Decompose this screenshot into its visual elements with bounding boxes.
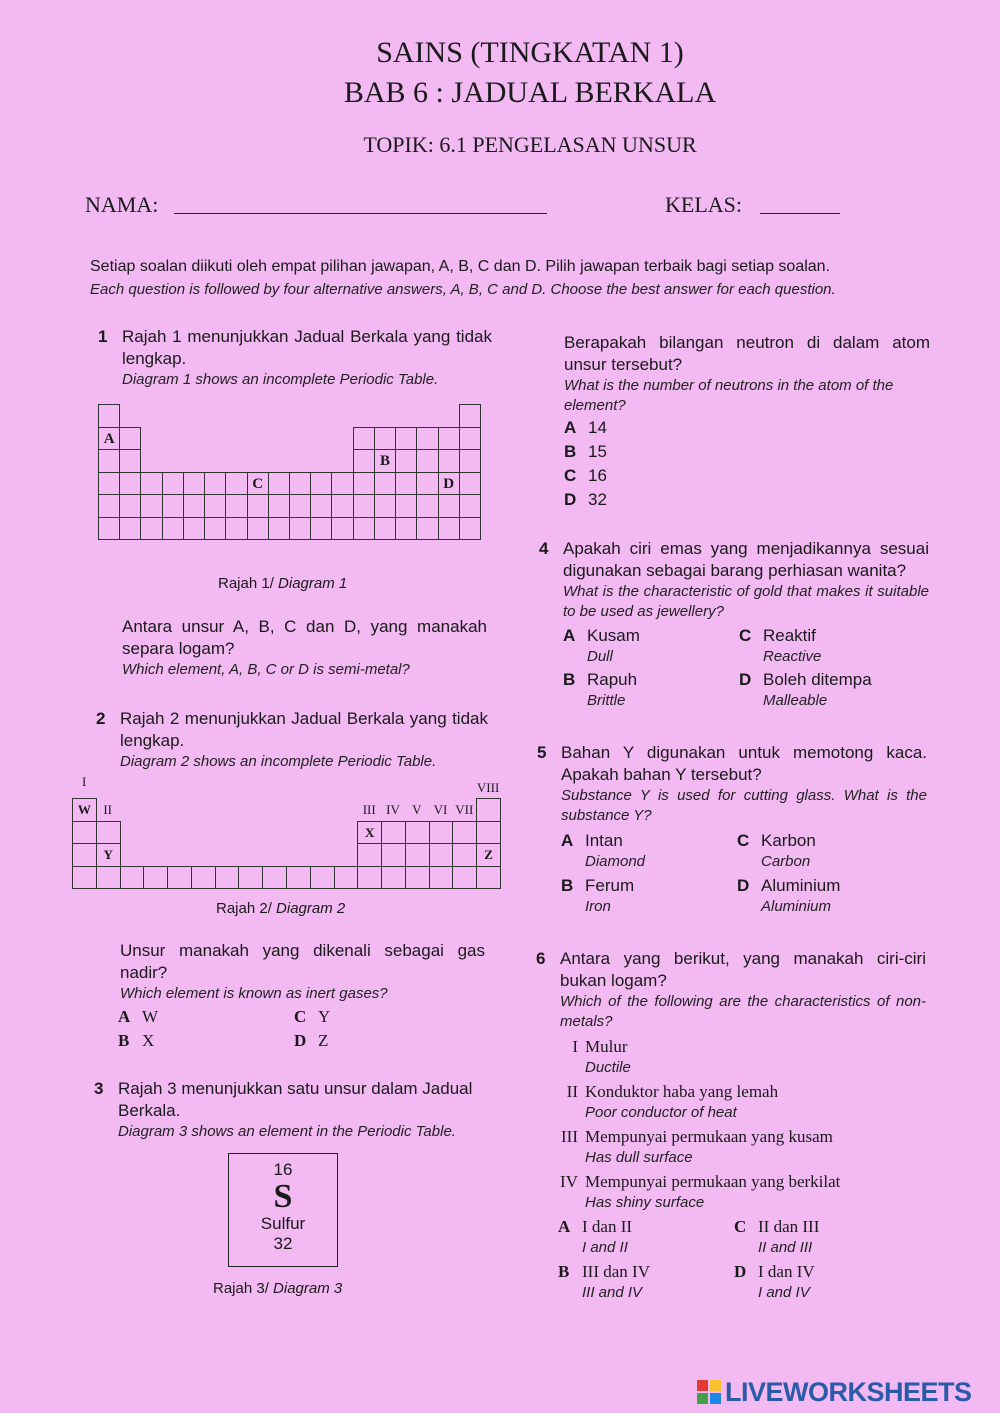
group-label: VI <box>433 802 448 817</box>
roman-numeral: I <box>572 1037 578 1056</box>
nucleon-number: 32 <box>273 1234 293 1253</box>
pt2-cell <box>262 866 287 890</box>
q6-statements <box>550 1036 930 1216</box>
option-text: 16 <box>588 466 607 485</box>
q1-question-malay: Antara unsur A, B, C dan D, yang manakah separa logam? <box>122 617 487 658</box>
group-label: V <box>412 802 422 817</box>
q4-option-d[interactable] <box>739 669 872 711</box>
pt1-cell <box>289 472 311 496</box>
option-english: Diamond <box>585 853 646 870</box>
option-letter: A <box>564 418 577 437</box>
pt1-cell <box>119 472 141 496</box>
q3-question-english: What is the number of neutrons in the atom of the element? <box>564 377 894 414</box>
pt1-cell <box>416 494 438 518</box>
pt1-cell <box>416 472 438 496</box>
q4-option-b[interactable] <box>563 669 637 711</box>
q2-question-malay: Unsur manakah yang dikenali sebagai gas nadir? <box>120 941 485 982</box>
option-text: Kusam <box>587 626 640 645</box>
option-english: III and IV <box>582 1284 643 1301</box>
diagram-2-caption <box>216 900 345 917</box>
q4-option-a[interactable] <box>563 625 640 667</box>
q3-text-english: Diagram 3 shows an element in the Periodic Table. <box>118 1123 456 1140</box>
option-letter: C <box>294 1007 307 1026</box>
option-letter: B <box>561 876 574 895</box>
option-letter: A <box>563 626 576 645</box>
pt2-cell <box>405 821 430 845</box>
pt1-cell <box>140 517 162 541</box>
pt2-cell <box>72 843 97 867</box>
pt1-cell <box>268 494 290 518</box>
q6-number: 6 <box>536 949 546 968</box>
pt1-cell <box>374 427 396 451</box>
pt1-cell <box>119 494 141 518</box>
q3-question-malay: Berapakah bilangan neutron di dalam atom unsur tersebut? <box>564 333 930 374</box>
q5-options <box>561 830 931 920</box>
q5-option-c[interactable] <box>737 830 816 872</box>
option-letter: B <box>558 1262 570 1281</box>
pt2-cell <box>476 821 501 845</box>
group-label: VII <box>455 802 474 817</box>
option-english: Brittle <box>587 692 626 709</box>
pt1-cell <box>374 494 396 518</box>
statement-english: Has shiny surface <box>585 1194 705 1211</box>
pt1-cell <box>162 494 184 518</box>
option-english: II and III <box>758 1239 813 1256</box>
pt1-cell <box>353 494 375 518</box>
pt1-cell <box>98 517 120 541</box>
pt2-cell <box>167 866 192 890</box>
pt1-cell <box>183 472 205 496</box>
option-letter: B <box>118 1031 130 1050</box>
pt2-cell <box>72 821 97 845</box>
pt1-cell <box>247 517 269 541</box>
q4-block <box>539 538 929 622</box>
element-name: Sulfur <box>260 1214 306 1233</box>
pt2-cell <box>452 821 477 845</box>
q5-text-english: Substance Y is used for cutting glass. What is the substance Y? <box>561 787 927 824</box>
pt1-cell <box>416 449 438 473</box>
pt1-cell <box>289 517 311 541</box>
option-english: Carbon <box>761 853 811 870</box>
q3-block <box>94 1078 486 1142</box>
group-label: VIII <box>476 780 500 795</box>
pt2-cell <box>381 843 406 867</box>
pt1-cell <box>395 472 417 496</box>
q3-option-c[interactable] <box>564 464 607 488</box>
option-text: Karbon <box>761 831 816 850</box>
periodic-table-diagram-1 <box>98 404 480 564</box>
option-letter: B <box>563 670 576 689</box>
caption-ms: Rajah 1/ <box>218 575 274 592</box>
option-english: Aluminium <box>761 898 832 915</box>
q3-question <box>564 332 930 416</box>
pt1-cell: C <box>247 472 269 496</box>
pt1-cell <box>438 449 460 473</box>
pt2-cell <box>72 866 97 890</box>
option-text: Ferum <box>585 876 635 895</box>
q2-option-a[interactable] <box>118 1006 158 1028</box>
caption-en: Diagram 3 <box>273 1280 343 1297</box>
q3-options <box>564 416 607 512</box>
option-text: II dan III <box>758 1217 820 1236</box>
option-letter: C <box>564 466 577 485</box>
pt1-cell <box>183 494 205 518</box>
q6-text-english: Which of the following are the characteristics of non-metals? <box>560 993 926 1030</box>
pt2-cell <box>96 866 121 890</box>
q5-option-b[interactable] <box>561 875 634 917</box>
option-letter: C <box>737 831 750 850</box>
pt2-cell <box>452 843 477 867</box>
pt1-cell: D <box>438 472 460 496</box>
q4-text-english: What is the characteristic of gold that makes it suitable to be used as jewellery? <box>563 583 929 620</box>
option-english: Malleable <box>763 692 828 709</box>
pt2-cell <box>429 821 454 845</box>
option-letter: D <box>564 490 577 509</box>
pt1-cell <box>374 517 396 541</box>
pt1-cell <box>204 494 226 518</box>
liveworksheets-logo[interactable] <box>696 1376 972 1408</box>
option-text: 32 <box>588 490 607 509</box>
pt2-cell <box>120 866 145 890</box>
pt1-cell <box>119 517 141 541</box>
pt1-cell <box>247 494 269 518</box>
pt2-cell <box>334 866 359 890</box>
pt2-cell <box>381 821 406 845</box>
q4-number: 4 <box>539 539 549 558</box>
pt2-cell <box>143 866 168 890</box>
pt2-cell: Y <box>96 843 121 867</box>
group-label: I <box>82 774 87 789</box>
pt1-cell <box>438 427 460 451</box>
statement-english: Poor conductor of heat <box>585 1104 737 1121</box>
pt2-cell <box>238 866 263 890</box>
nama-label: NAMA: <box>85 192 159 217</box>
q6-statement-4 <box>550 1171 930 1216</box>
option-text: Z <box>318 1031 329 1050</box>
q5-number: 5 <box>537 743 547 762</box>
caption-en: Diagram 2 <box>276 900 346 917</box>
pt1-cell <box>225 472 247 496</box>
q2-block <box>96 708 488 772</box>
q2-option-b[interactable] <box>118 1030 154 1052</box>
pt1-cell <box>183 517 205 541</box>
pt2-cell <box>452 866 477 890</box>
pt1-cell <box>331 494 353 518</box>
statement-english: Has dull surface <box>585 1149 693 1166</box>
option-english: Iron <box>585 898 611 915</box>
liveworksheets-icon <box>696 1379 722 1405</box>
pt1-cell <box>310 472 332 496</box>
option-letter: A <box>561 831 574 850</box>
q1-question <box>122 616 487 680</box>
pt1-cell <box>225 494 247 518</box>
option-text: Rapuh <box>587 670 638 689</box>
pt2-cell <box>429 843 454 867</box>
pt1-cell <box>268 472 290 496</box>
option-text: W <box>142 1007 159 1026</box>
statement-text: Konduktor haba yang lemah <box>585 1082 779 1101</box>
option-text: Boleh ditempa <box>763 670 872 689</box>
q2-text-malay: Rajah 2 menunjukkan Jadual Berkala yang tidak lengkap. <box>120 709 488 750</box>
diagram-1-caption <box>218 575 347 592</box>
group-label: III <box>362 802 376 817</box>
pt1-cell <box>459 404 481 428</box>
pt2-cell <box>310 866 335 890</box>
roman-numeral: II <box>566 1082 578 1101</box>
option-english: I and IV <box>758 1284 810 1301</box>
option-letter: D <box>734 1262 747 1281</box>
q6-block <box>536 948 926 1032</box>
q2-option-c[interactable] <box>294 1006 330 1028</box>
option-letter: B <box>564 442 577 461</box>
pt1-cell <box>353 449 375 473</box>
q6-option-a[interactable] <box>558 1216 632 1258</box>
q2-text-english: Diagram 2 shows an incomplete Periodic Table. <box>120 753 437 770</box>
option-letter: C <box>734 1217 747 1236</box>
pt2-cell: Z <box>476 843 501 867</box>
q6-option-c[interactable] <box>734 1216 819 1258</box>
pt2-cell <box>191 866 216 890</box>
option-text: 14 <box>588 418 607 437</box>
pt1-cell <box>331 472 353 496</box>
pt1-cell <box>98 404 120 428</box>
statement-text: Mempunyai permukaan yang kusam <box>585 1127 833 1146</box>
pt1-cell <box>119 449 141 473</box>
pt1-cell <box>374 472 396 496</box>
pt1-cell <box>98 472 120 496</box>
q1-block <box>98 326 492 390</box>
pt2-cell <box>476 866 501 890</box>
periodic-table-diagram-2 <box>72 776 500 888</box>
statement-text: Mulur <box>585 1037 628 1056</box>
pt1-cell: A <box>98 427 120 451</box>
proton-number: 16 <box>273 1160 293 1179</box>
element-box-sulfur <box>228 1153 338 1267</box>
q1-text-english: Diagram 1 shows an incomplete Periodic Table. <box>122 371 439 388</box>
pt2-cell <box>405 843 430 867</box>
pt1-cell <box>162 472 184 496</box>
logo-text: LIVEWORKSHEETS <box>725 1376 972 1407</box>
pt1-cell <box>395 517 417 541</box>
pt1-cell <box>416 427 438 451</box>
diagram-3-caption <box>213 1280 342 1297</box>
pt2-cell <box>429 866 454 890</box>
option-text: 15 <box>588 442 607 461</box>
q5-option-d[interactable] <box>737 875 840 917</box>
q6-statement-1 <box>550 1036 930 1081</box>
q2-question-english: Which element is known as inert gases? <box>120 985 388 1002</box>
pt1-cell <box>438 494 460 518</box>
group-label: IV <box>386 802 400 817</box>
caption-en: Diagram 1 <box>278 575 348 592</box>
q5-text-malay: Bahan Y digunakan untuk memotong kaca. Apakah bahan Y tersebut? <box>561 743 927 784</box>
roman-numeral: III <box>561 1127 578 1146</box>
pt1-cell <box>353 427 375 451</box>
q6-statement-2 <box>550 1081 930 1126</box>
pt1-cell <box>98 449 120 473</box>
q6-option-d[interactable] <box>734 1261 815 1303</box>
pt2-cell: W <box>72 798 97 822</box>
pt1-cell <box>353 517 375 541</box>
pt1-cell <box>331 517 353 541</box>
pt1-cell <box>310 494 332 518</box>
title-line-2: BAB 6 : JADUAL BERKALA <box>343 76 717 109</box>
option-letter: D <box>294 1031 307 1050</box>
pt2-cell <box>476 798 501 822</box>
pt1-cell <box>289 494 311 518</box>
title-line-1: SAINS (TINGKATAN 1) <box>376 36 684 69</box>
element-symbol: S <box>273 1178 293 1215</box>
pt1-cell <box>140 472 162 496</box>
q3-text-malay: Rajah 3 menunjukkan satu unsur dalam Jadual Berkala. <box>118 1079 473 1120</box>
pt1-cell <box>459 472 481 496</box>
pt2-cell <box>381 866 406 890</box>
pt1-cell <box>438 517 460 541</box>
q1-text-malay: Rajah 1 menunjukkan Jadual Berkala yang tidak lengkap. <box>122 327 492 368</box>
q2-number: 2 <box>96 709 106 728</box>
pt1-cell <box>119 427 141 451</box>
option-letter: A <box>118 1007 131 1026</box>
q4-option-c[interactable] <box>739 625 821 667</box>
kelas-input[interactable] <box>760 212 840 214</box>
pt1-cell <box>268 517 290 541</box>
group-label: II <box>103 802 112 817</box>
q1-question-english: Which element, A, B, C or D is semi-metal? <box>122 661 410 678</box>
pt1-cell <box>140 494 162 518</box>
instruction-english: Each question is followed by four alternative answers, A, B, C and D. Choose the best answer for each question. <box>90 281 836 298</box>
pt1-cell <box>459 517 481 541</box>
q3-option-a[interactable] <box>564 416 607 440</box>
topic-title: TOPIK: 6.1 PENGELASAN UNSUR <box>363 132 697 157</box>
pt1-cell <box>416 517 438 541</box>
pt1-cell <box>353 472 375 496</box>
q6-options <box>558 1216 928 1306</box>
option-english: Reactive <box>763 648 822 665</box>
statement-text: Mempunyai permukaan yang berkilat <box>585 1172 841 1191</box>
q3-option-b[interactable] <box>564 440 607 464</box>
pt2-cell: X <box>357 821 382 845</box>
pt1-cell <box>98 494 120 518</box>
option-text: Reaktif <box>763 626 816 645</box>
option-text: X <box>142 1031 155 1050</box>
caption-ms: Rajah 3/ <box>213 1280 269 1297</box>
pt1-cell <box>225 517 247 541</box>
q3-number: 3 <box>94 1079 104 1098</box>
caption-ms: Rajah 2/ <box>216 900 272 917</box>
instruction-malay: Setiap soalan diikuti oleh empat pilihan jawapan, A, B, C dan D. Pilih jawapan terbaik bagi setiap soalan. <box>90 258 831 275</box>
pt2-cell <box>357 866 382 890</box>
q4-options <box>563 625 933 715</box>
option-english: I and II <box>582 1239 628 1256</box>
option-letter: D <box>737 876 750 895</box>
pt1-cell <box>204 472 226 496</box>
roman-numeral: IV <box>560 1172 578 1191</box>
pt1-cell <box>395 494 417 518</box>
q2-option-d[interactable] <box>294 1030 328 1052</box>
pt1-cell <box>395 427 417 451</box>
q3-option-d[interactable] <box>564 488 607 512</box>
pt1-cell <box>204 517 226 541</box>
q6-text-malay: Antara yang berikut, yang manakah ciri-ciri bukan logam? <box>560 949 926 990</box>
pt1-cell <box>162 517 184 541</box>
option-text: I dan II <box>582 1217 633 1236</box>
option-letter: A <box>558 1217 571 1236</box>
q1-number: 1 <box>98 327 108 346</box>
pt2-cell <box>357 843 382 867</box>
pt1-cell: B <box>374 449 396 473</box>
nama-input[interactable] <box>174 212 547 214</box>
pt1-cell <box>459 449 481 473</box>
q2-question <box>120 940 485 1004</box>
pt2-cell <box>405 866 430 890</box>
pt1-cell <box>459 494 481 518</box>
q5-option-a[interactable] <box>561 830 645 872</box>
q6-statement-3 <box>550 1126 930 1171</box>
option-text: Y <box>318 1007 331 1026</box>
q6-option-b[interactable] <box>558 1261 650 1303</box>
statement-english: Ductile <box>585 1059 631 1076</box>
pt1-cell <box>459 427 481 451</box>
pt1-cell <box>395 449 417 473</box>
option-english: Dull <box>587 648 613 665</box>
pt2-cell <box>215 866 240 890</box>
option-text: III dan IV <box>582 1262 650 1281</box>
kelas-label: KELAS: <box>665 192 742 217</box>
option-text: Intan <box>585 831 623 850</box>
pt2-cell <box>286 866 311 890</box>
option-text: Aluminium <box>761 876 841 895</box>
option-letter: D <box>739 670 752 689</box>
q4-text-malay: Apakah ciri emas yang menjadikannya sesuai digunakan sebagai barang perhiasan wanita? <box>563 539 929 580</box>
option-letter: C <box>739 626 752 645</box>
pt1-cell <box>310 517 332 541</box>
q5-block <box>537 742 927 826</box>
pt2-cell <box>96 821 121 845</box>
option-text: I dan IV <box>758 1262 815 1281</box>
